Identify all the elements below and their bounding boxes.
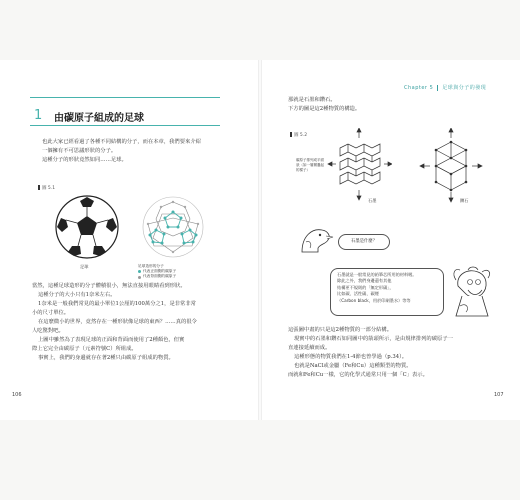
- chapter-rule-top: [30, 97, 220, 98]
- body-line: 這種形態的物質我們在1-4節也曾學過（p.34）。: [294, 354, 408, 360]
- body-line: 1奈米是一般我們常見的最小單位1公厘的100萬分之1，是非常非常: [38, 301, 196, 307]
- body-line: 在這麼微小的世界，竟然存在一種形狀像足球的東西？……真的很令: [38, 319, 197, 325]
- note-box: [330, 268, 444, 316]
- body-line: 事實上，我們的身邊就存在著2種只由碳原子組成的物質。: [38, 355, 174, 361]
- running-head-title: 足球與分子的發現: [442, 85, 487, 91]
- note-line: （Carbon black，用於印刷墨水）等等: [337, 297, 411, 303]
- fullerene-caption: 足球造形的分子: [138, 264, 164, 268]
- chapter-title: 由碳原子組成的足球: [54, 113, 144, 124]
- graphite-caption: 石墨: [368, 198, 377, 203]
- soccer-ball-icon: [54, 194, 120, 260]
- body-line: 而就和Fe和Cu一樣，它的化學式通常只用一個「C」表示。: [288, 372, 428, 378]
- body-line: 那就是石墨和鑽石。: [288, 97, 336, 103]
- intro-line: 一個擁有不可思議形狀的分子。: [42, 148, 117, 154]
- running-head: [404, 84, 486, 91]
- body-line: 直連接延續而成。: [288, 345, 331, 351]
- chapter-number: 1: [34, 108, 43, 123]
- chapter-rule-bottom: [30, 125, 220, 126]
- legend-item: [138, 274, 204, 279]
- right-intro-paragraph: [288, 96, 360, 114]
- intro-paragraph: [42, 138, 201, 165]
- body-line: 上圖中雖然為了表現足球的正面和背面而使用了2種顏色，但實: [38, 337, 185, 343]
- note-line: 比如碳、活性碳、碳煙: [337, 291, 379, 297]
- body-line: 際上它完全由碳原子（元素符號C）所組成。: [32, 346, 137, 352]
- legend-label: 代表正面側的碳原子: [143, 269, 177, 274]
- figure-label: 圖 5.1: [38, 185, 55, 191]
- soccer-ball-caption: 足球: [80, 264, 89, 269]
- bird-character-icon: [298, 224, 334, 254]
- figure-label-right: 圖 5.2: [290, 132, 307, 138]
- note-line: 結構更不規則的「無定形碳」，: [337, 284, 394, 290]
- intro-line: 這種分子的形狀竟然如同……足球。: [42, 157, 127, 163]
- graphite-side-label: 碳原子排列成平面狀（如一層層疊起的樣子）: [296, 158, 324, 172]
- body-line: 人吃驚對吧。: [32, 328, 64, 334]
- note-line: 石墨就是一般常見的鉛筆芯所用的材料喔。: [337, 272, 417, 277]
- page-number-right: 107: [494, 392, 504, 398]
- book-gutter: [258, 60, 262, 420]
- fullerene-legend: [138, 264, 204, 280]
- note-line: 除此之外，我們身邊還有其他: [337, 278, 392, 284]
- body-line: 下方的圖是這2種物質的構造。: [288, 106, 361, 112]
- right-body-paragraph: [288, 326, 453, 380]
- graphite-structure-icon: [326, 128, 392, 208]
- diamond-caption: 鑽石: [460, 198, 469, 203]
- intro-line: 也此大家已經看過了各種不同結構的分子，而在本章，我們要來介紹: [42, 139, 201, 145]
- professor-character-icon: [448, 266, 492, 318]
- body-line: 現實中的石墨和鑽石如同圖中的箭頭所示，是由規律排列的碳原子一: [294, 336, 453, 342]
- running-head-chapter: Chapter 5: [404, 85, 434, 91]
- body-line: 當然，這種足球造形的分子體積很小，無法直接用眼睛看到形狀。: [32, 283, 186, 289]
- diamond-structure-icon: [418, 128, 484, 208]
- page-number-left: 106: [12, 392, 22, 398]
- body-paragraph: [32, 282, 197, 363]
- body-line: 也就是NaCl或金屬（Fe和Cu）這種類型的物質。: [294, 363, 412, 369]
- body-line: 小的尺寸單位。: [32, 310, 70, 316]
- speech-bubble: 石墨是什麼？: [338, 234, 390, 250]
- body-line: 這張圖中畫的只是這2種物質的一部分結構。: [288, 327, 393, 333]
- legend-label: 代表背面側的碳原子: [143, 274, 177, 279]
- fullerene-molecule-icon: [140, 194, 206, 260]
- body-line: 這種分子的大小只有1奈米左右。: [38, 292, 116, 298]
